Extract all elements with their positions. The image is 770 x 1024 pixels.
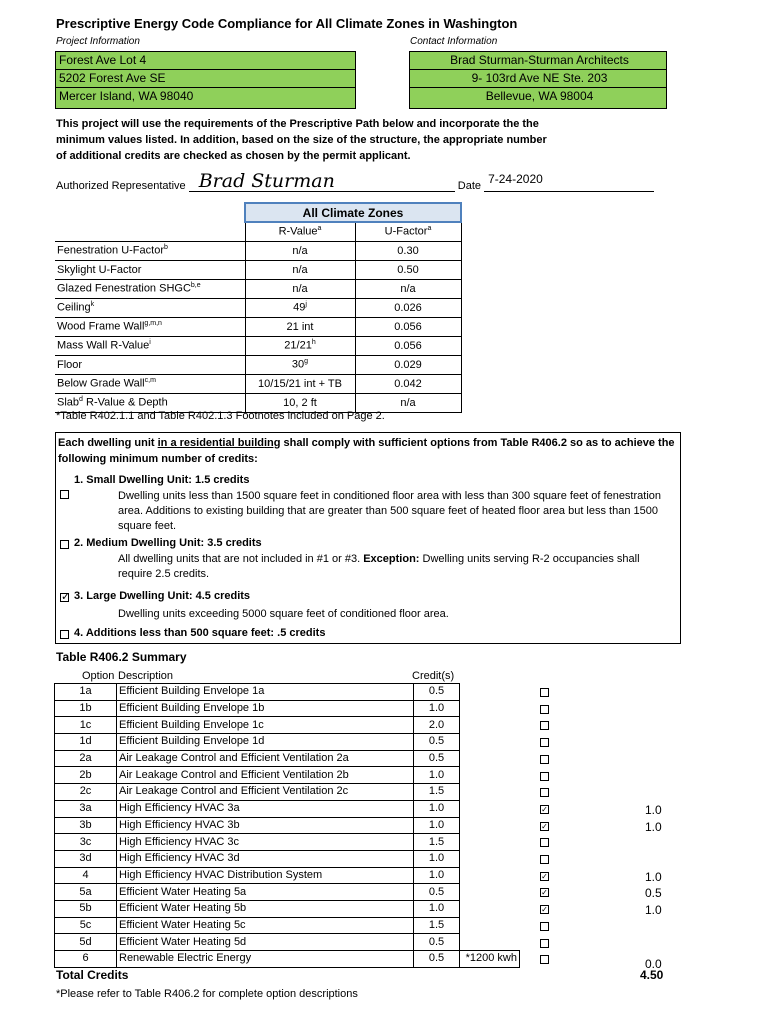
summary-credit: 0.5: [414, 884, 460, 901]
climate-row-ufactor[interactable]: 0.029: [355, 355, 461, 374]
intro-text: This project will use the requirements of the Prescriptive Path below and incorporate the the minimum values listed. In addition, based on the size of the structure, the appropriate number of additional credits are checked as chosen by the permit applicant.: [56, 118, 547, 162]
summary-note: [460, 850, 520, 867]
summary-note: [460, 767, 520, 784]
summary-desc: High Efficiency HVAC 3c: [117, 834, 414, 851]
climate-row-ufactor[interactable]: n/a: [355, 393, 461, 412]
summary-note: [460, 750, 520, 767]
summary-desc: High Efficiency HVAC 3b: [117, 817, 414, 834]
summary-credit: 0.5: [414, 684, 460, 701]
summary-option: 5b: [55, 900, 117, 917]
option-checkbox[interactable]: [540, 855, 549, 864]
summary-note: [460, 700, 520, 717]
climate-row-label: Fenestration U-Factor$^b$: [55, 241, 245, 260]
summary-row: [55, 734, 520, 751]
summary-row: [55, 850, 520, 867]
summary-option: 2a: [55, 750, 117, 767]
col-desc-header: Description: [118, 670, 174, 682]
project-line-3[interactable]: Mercer Island, WA 98040: [59, 89, 194, 103]
climate-row-rvalue[interactable]: 49$^j$: [245, 298, 355, 317]
climate-zone-header: All Climate Zones: [245, 203, 461, 222]
climate-row-label: Slab$^d$ R-Value & Depth: [55, 393, 245, 412]
summary-desc: Efficient Building Envelope 1c: [117, 717, 414, 734]
option-checkbox[interactable]: ✓: [541, 871, 548, 881]
climate-row-ufactor[interactable]: 0.30: [355, 241, 461, 260]
contact-info-label: Contact Information: [410, 36, 498, 47]
climate-row-ufactor[interactable]: 0.056: [355, 317, 461, 336]
summary-note: [460, 717, 520, 734]
summary-option: 2b: [55, 767, 117, 784]
summary-option: 2c: [55, 784, 117, 801]
option-checkbox[interactable]: [540, 738, 549, 747]
summary-desc: Efficient Water Heating 5a: [117, 884, 414, 901]
summary-note: [460, 817, 520, 834]
climate-row-ufactor[interactable]: 0.042: [355, 374, 461, 393]
summary-row: [55, 884, 520, 901]
climate-row-ufactor[interactable]: 0.50: [355, 260, 461, 279]
climate-row-ufactor[interactable]: n/a: [355, 279, 461, 298]
climate-row: [55, 241, 461, 260]
climate-row-ufactor[interactable]: 0.056: [355, 336, 461, 355]
summary-credit: 0.5: [414, 951, 460, 968]
summary-option: 5d: [55, 934, 117, 951]
summary-credit: 1.0: [414, 817, 460, 834]
summary-row: [55, 684, 520, 701]
option-credit-value: 1.0: [645, 802, 662, 817]
ufactor-header: U-Factor$^a$: [355, 222, 461, 241]
summary-credit: 1.0: [414, 850, 460, 867]
summary-option: 4: [55, 867, 117, 884]
total-credits-value: 4.50: [640, 968, 664, 982]
summary-desc: High Efficiency HVAC 3a: [117, 800, 414, 817]
climate-zone-table: [55, 202, 462, 413]
contact-line-2[interactable]: 9- 103rd Ave NE Ste. 203: [410, 70, 666, 88]
climate-row-rvalue[interactable]: 10, 2 ft: [245, 393, 355, 412]
summary-option: 3b: [55, 817, 117, 834]
climate-footnote: *Table R402.1.1 and Table R402.1.3 Footnotes included on Page 2.: [56, 410, 385, 422]
summary-desc: Renewable Electric Energy: [117, 951, 414, 968]
summary-option: 6: [55, 951, 117, 968]
summary-credit: 1.0: [414, 767, 460, 784]
summary-desc: Efficient Water Heating 5d: [117, 934, 414, 951]
climate-row: [55, 279, 461, 298]
option-2-title: 2. Medium Dwelling Unit: 3.5 credits: [74, 537, 262, 549]
date-value: 7-24-2020: [488, 172, 543, 186]
option-checkbox[interactable]: ✓: [541, 905, 548, 915]
option-1-desc: Dwelling units less than 1500 square feet in conditioned floor area with less than 300 square feet of fenestration area. Additions to existing building that are greater than 500 square feet of heated floor area but less than 1500 square feet.: [118, 490, 662, 532]
signature: Brad Sturman: [198, 170, 335, 192]
option-3-desc: Dwelling units exceeding 5000 square feet of conditioned floor area.: [118, 608, 449, 620]
rvalue-header: R-Value$^a$: [245, 222, 355, 241]
date-field[interactable]: [484, 172, 654, 192]
option-3-checkbox[interactable]: ✓: [61, 591, 71, 603]
summary-credit: 0.5: [414, 734, 460, 751]
summary-desc: Efficient Water Heating 5c: [117, 917, 414, 934]
summary-note: [460, 884, 520, 901]
summary-desc: High Efficiency HVAC 3d: [117, 850, 414, 867]
summary-option: 1c: [55, 717, 117, 734]
option-checkbox[interactable]: [540, 688, 549, 697]
summary-title: Table R406.2 Summary: [56, 650, 187, 664]
climate-row: [55, 355, 461, 374]
climate-row: [55, 317, 461, 336]
summary-row: [55, 784, 520, 801]
summary-note: [460, 734, 520, 751]
summary-row: [55, 951, 520, 968]
representative-row: [56, 170, 654, 192]
summary-note: [460, 900, 520, 917]
summary-desc: Efficient Building Envelope 1b: [117, 700, 414, 717]
summary-desc: Efficient Water Heating 5b: [117, 900, 414, 917]
summary-credit: 1.5: [414, 917, 460, 934]
option-checkbox[interactable]: [540, 838, 549, 847]
summary-option: 3d: [55, 850, 117, 867]
climate-row-rvalue[interactable]: n/a: [245, 279, 355, 298]
summary-row: [55, 717, 520, 734]
summary-note: [460, 800, 520, 817]
summary-option: 3a: [55, 800, 117, 817]
option-checkbox[interactable]: [540, 721, 549, 730]
climate-row-ufactor[interactable]: 0.026: [355, 298, 461, 317]
summary-desc: High Efficiency HVAC Distribution System: [117, 867, 414, 884]
summary-credit: 0.5: [414, 934, 460, 951]
summary-row: [55, 867, 520, 884]
option-2-checkbox[interactable]: [60, 540, 69, 549]
summary-desc: Air Leakage Control and Efficient Ventilation 2a: [117, 750, 414, 767]
total-credits-label: Total Credits: [56, 968, 129, 982]
option-checkbox[interactable]: ✓: [541, 821, 548, 831]
summary-option: 1a: [55, 684, 117, 701]
climate-row-label: Glazed Fenestration SHGC$^{b,e}$: [55, 279, 245, 298]
climate-row: [55, 336, 461, 355]
climate-row-label: Mass Wall R-Value$^i$: [55, 336, 245, 355]
option-4-checkbox[interactable]: [60, 630, 69, 639]
summary-option: 1d: [55, 734, 117, 751]
climate-row-label: Skylight U-Factor: [55, 260, 245, 279]
summary-credit: 1.5: [414, 784, 460, 801]
summary-desc: Efficient Building Envelope 1a: [117, 684, 414, 701]
summary-credit: 1.0: [414, 900, 460, 917]
climate-row-rvalue[interactable]: 21 int: [245, 317, 355, 336]
summary-footer: *Please refer to Table R406.2 for complete option descriptions: [56, 988, 358, 1000]
contact-line-1[interactable]: Brad Sturman-Sturman Architects: [410, 52, 666, 70]
summary-credit: 1.5: [414, 834, 460, 851]
summary-note: [460, 867, 520, 884]
option-credit-value: 0.5: [645, 886, 662, 901]
summary-note: *1200 kwh: [460, 951, 520, 968]
contact-info-box: [409, 51, 667, 109]
summary-row: [55, 700, 520, 717]
climate-row-rvalue[interactable]: 30$^g$: [245, 355, 355, 374]
option-checkbox[interactable]: [540, 788, 549, 797]
option-credit-value: 1.0: [645, 819, 662, 834]
summary-credit: 2.0: [414, 717, 460, 734]
summary-note: [460, 684, 520, 701]
option-2-desc: All dwelling units that are not included in #1 or #3. Exception: Dwelling units serving R-2 occupancies shall require 2.5 credits.: [118, 553, 640, 580]
summary-row: [55, 800, 520, 817]
climate-row-label: Wood Frame Wall$^{g,m,n}$: [55, 317, 245, 336]
summary-desc: Air Leakage Control and Efficient Ventilation 2c: [117, 784, 414, 801]
option-3-title: 3. Large Dwelling Unit: 4.5 credits: [74, 590, 251, 602]
summary-row: [55, 934, 520, 951]
signature-field[interactable]: [189, 170, 455, 192]
summary-row: [55, 817, 520, 834]
climate-row: [55, 260, 461, 279]
option-1-title: 1. Small Dwelling Unit: 1.5 credits: [74, 474, 250, 486]
rep-label: Authorized Representative: [56, 180, 186, 192]
option-checkbox[interactable]: [540, 755, 549, 764]
col-option-header: Option: [82, 670, 115, 682]
climate-row-label: Floor: [55, 355, 245, 374]
option-credit-value: 1.0: [645, 903, 662, 918]
col-credit-header: Credit(s): [412, 670, 455, 682]
summary-note: [460, 834, 520, 851]
summary-note: [460, 784, 520, 801]
option-checkbox[interactable]: [540, 705, 549, 714]
option-credit-value: 0.0: [645, 957, 662, 972]
climate-row: [55, 374, 461, 393]
summary-credit: 1.0: [414, 867, 460, 884]
option-checkbox[interactable]: [540, 955, 549, 964]
summary-option: 1b: [55, 700, 117, 717]
climate-row-rvalue[interactable]: n/a: [245, 241, 355, 260]
option-checkbox[interactable]: ✓: [541, 888, 548, 898]
option-4-title: 4. Additions less than 500 square feet: .5 credits: [74, 627, 326, 639]
climate-row-label: Below Grade Wall$^{c,m}$: [55, 374, 245, 393]
summary-credit: 0.5: [414, 750, 460, 767]
summary-option: 5a: [55, 884, 117, 901]
contact-line-3[interactable]: Bellevue, WA 98004: [485, 89, 594, 103]
project-line-2[interactable]: 5202 Forest Ave SE: [56, 70, 355, 88]
option-checkbox[interactable]: [540, 772, 549, 781]
climate-row-label: Ceiling$^k$: [55, 298, 245, 317]
climate-row: [55, 298, 461, 317]
project-info-label: Project Information: [56, 36, 140, 47]
summary-row: [55, 834, 520, 851]
dwelling-credits-box: [55, 432, 681, 644]
summary-row: [55, 917, 520, 934]
option-checkbox[interactable]: [540, 922, 549, 931]
climate-row-rvalue[interactable]: 21/21$^h$: [245, 336, 355, 355]
climate-row-rvalue[interactable]: 10/15/21 int + TB: [245, 374, 355, 393]
summary-row: [55, 750, 520, 767]
climate-row-rvalue[interactable]: n/a: [245, 260, 355, 279]
project-info-box: [55, 51, 356, 109]
summary-desc: Efficient Building Envelope 1d: [117, 734, 414, 751]
summary-note: [460, 934, 520, 951]
summary-note: [460, 917, 520, 934]
option-credit-value: 1.0: [645, 869, 662, 884]
dwelling-intro: Each dwelling unit in a residential building shall comply with sufficient options from Table R406.2 so as to achieve the following minimum number of credits:: [58, 437, 675, 465]
project-line-1[interactable]: Forest Ave Lot 4: [56, 52, 355, 70]
summary-option: 3c: [55, 834, 117, 851]
option-checkbox[interactable]: [540, 939, 549, 948]
summary-table: [54, 683, 520, 968]
option-checkbox[interactable]: ✓: [541, 804, 548, 814]
summary-row: [55, 900, 520, 917]
date-label: Date: [457, 180, 482, 192]
summary-row: [55, 767, 520, 784]
summary-desc: Air Leakage Control and Efficient Ventilation 2b: [117, 767, 414, 784]
summary-credit: 1.0: [414, 800, 460, 817]
summary-option: 5c: [55, 917, 117, 934]
summary-credit: 1.0: [414, 700, 460, 717]
page-title: Prescriptive Energy Code Compliance for All Climate Zones in Washington: [56, 16, 518, 31]
option-1-checkbox[interactable]: [60, 490, 69, 499]
